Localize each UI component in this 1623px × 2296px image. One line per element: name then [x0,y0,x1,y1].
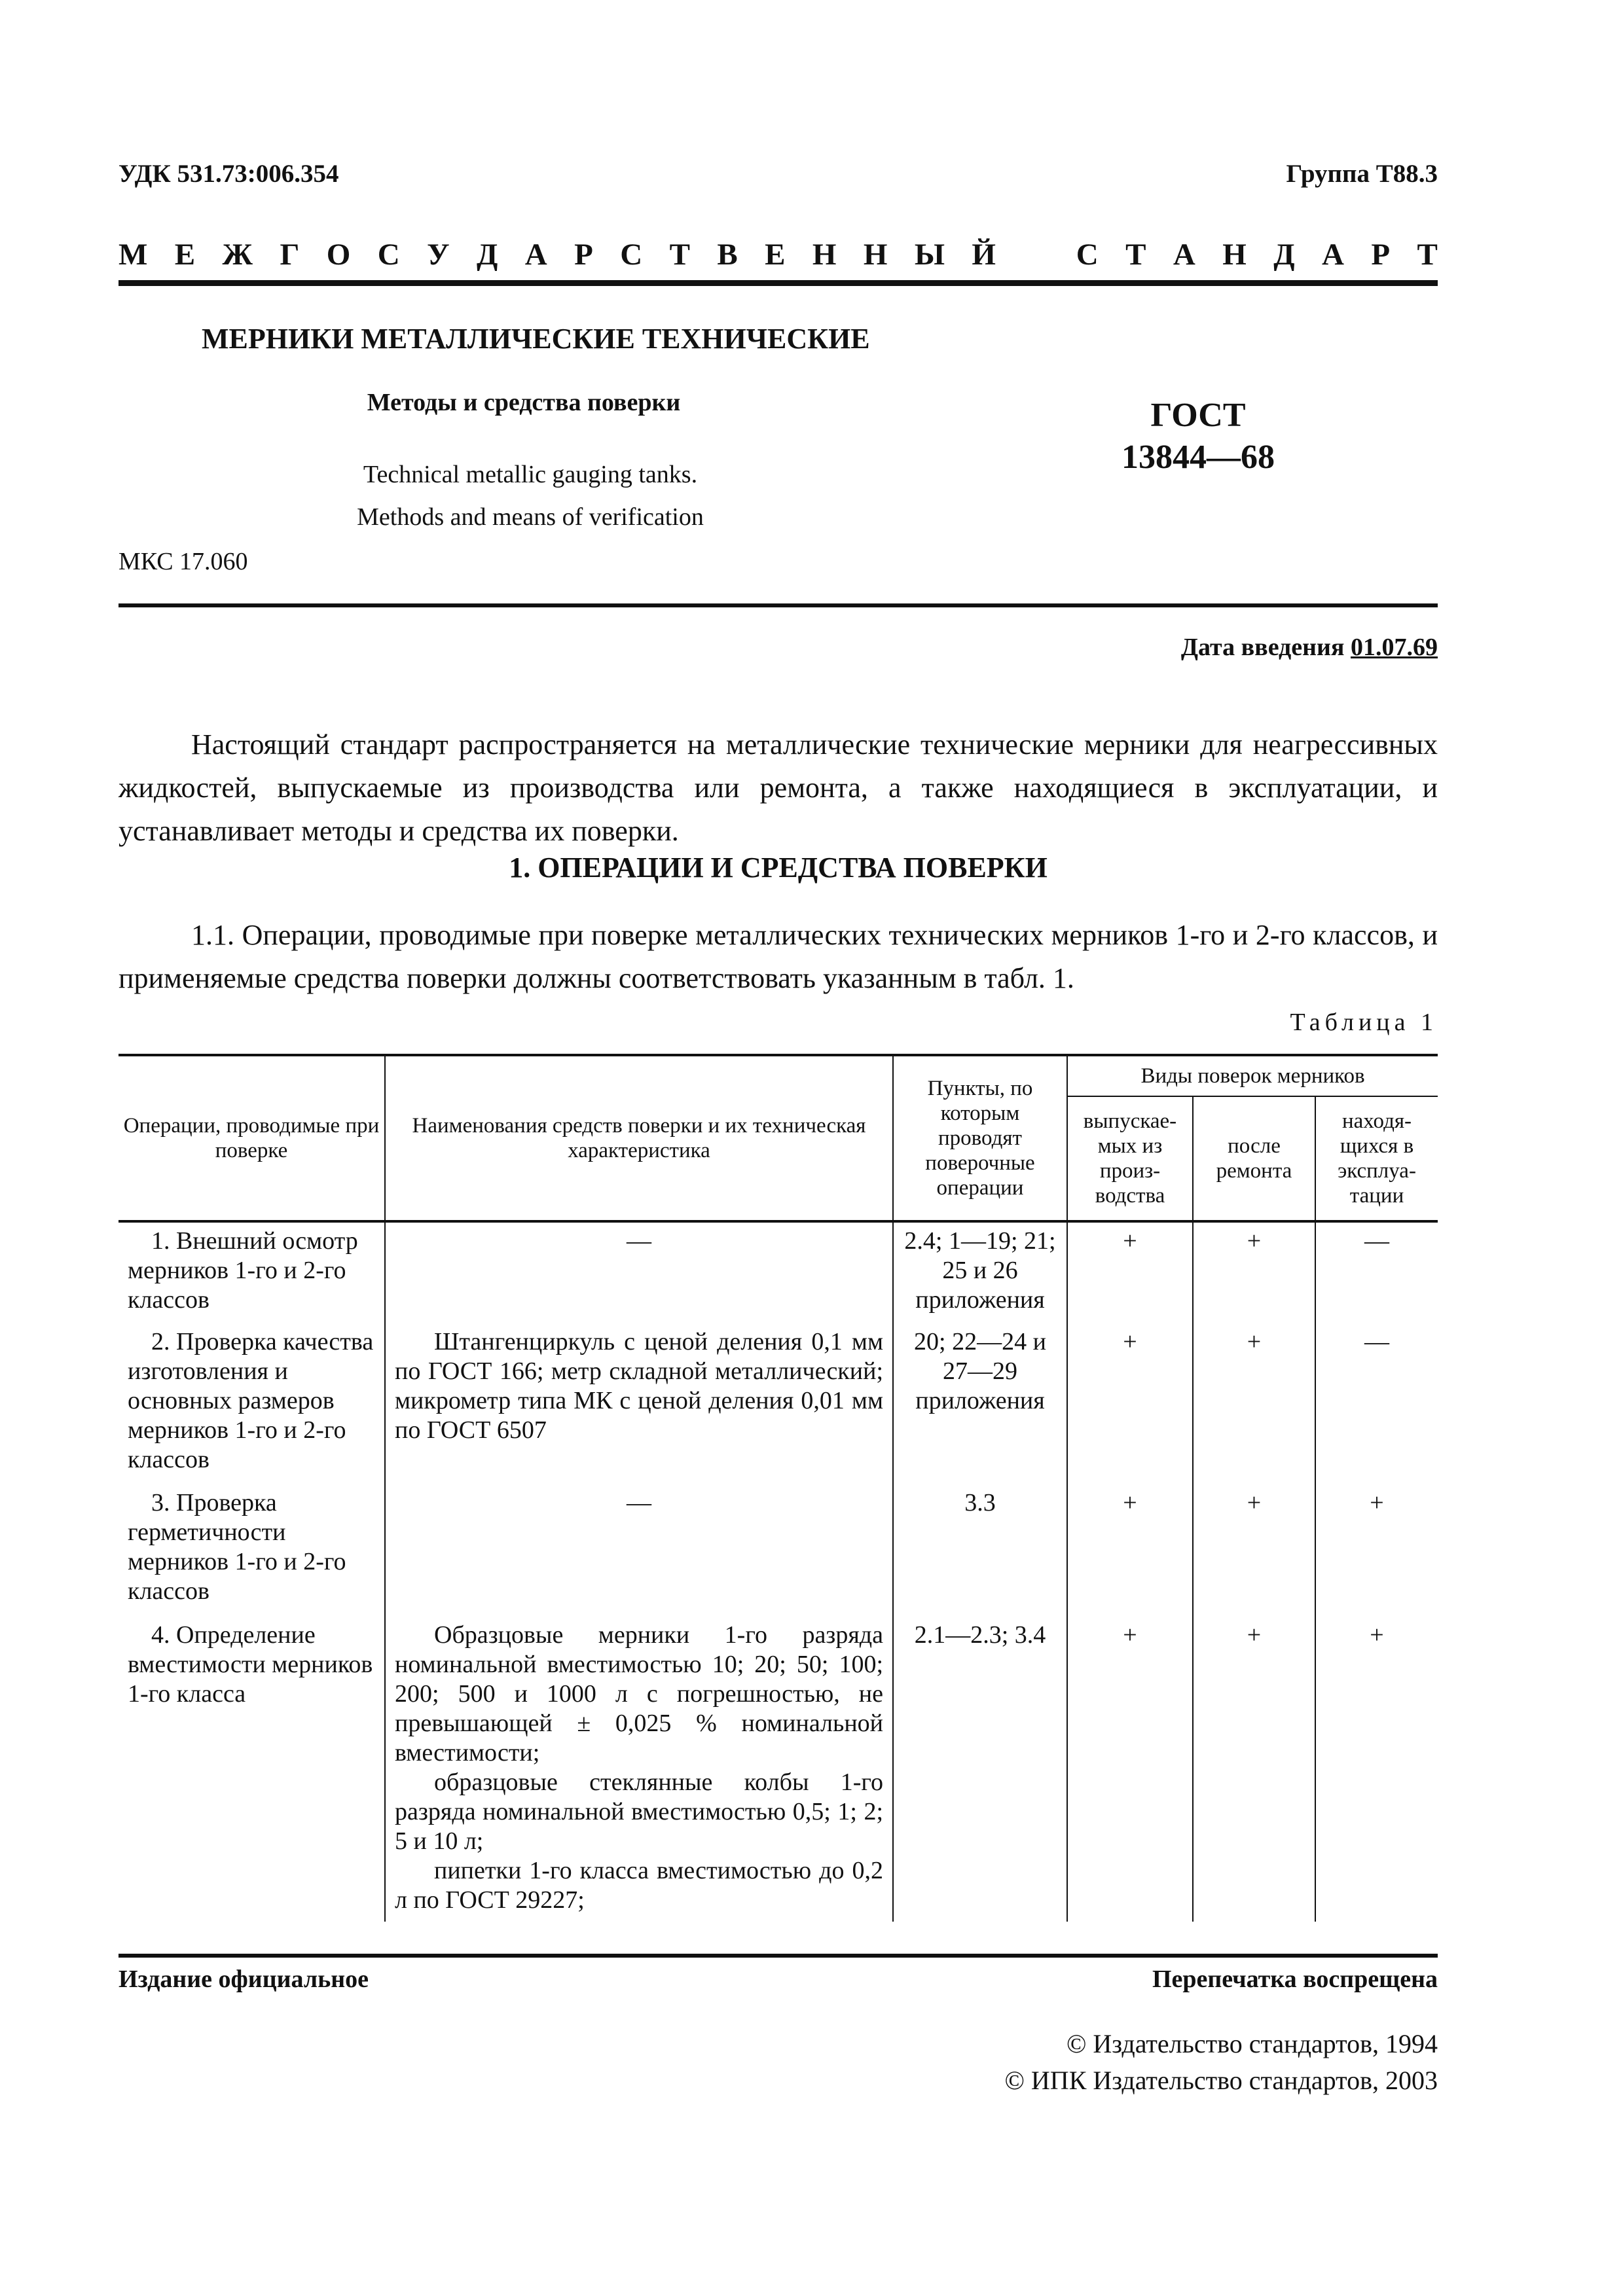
standard-banner [119,237,1438,272]
header-rule [119,603,1438,607]
banner-letter: В [717,238,738,272]
row-clauses: 3.3 [893,1484,1067,1617]
banner-letter: Н [1222,238,1247,272]
table-row [119,1484,1438,1617]
row-operation: 3. Проверка герметичности мерников 1-го и 2-го классов [119,1484,385,1617]
banner-letter: Р [1371,238,1391,272]
row-mark-service: + [1315,1484,1438,1617]
row-tools [385,1617,893,1922]
intro-paragraph: Настоящий стандарт распространяется на металлические технические мерники для неагрессивных жидкостей, выпускаемые из производства или ремонта, а также находящиеся в эксплуатации, и устанавливает методы и средства их поверки. [119,728,1438,847]
banner-letter: Е [174,238,196,272]
effective-date [1181,633,1438,662]
header-tools: Наименования средств поверки и их техническая характеристика [385,1055,893,1221]
banner-rule [119,280,1438,286]
footer-rule [119,1954,1438,1958]
tool-item: образцовые стеклянные колбы 1-го разряда номинальной вместимостью 0,5; 1; 2; 5 и 10 л; [395,1768,883,1855]
row-operation: 2. Проверка качества изготовления и основных размеров мерников 1-го и 2-го классов [119,1323,385,1484]
banner-letter: Н [863,238,888,272]
header-kind-new: выпускае-мых из произ-водства [1067,1096,1193,1221]
table-row [119,1617,1438,1922]
copyright-line: © Издательство стандартов, 1994 [1066,2029,1438,2058]
gost-number: 13844—68 [1122,439,1275,476]
banner-letter: О [326,238,351,272]
banner-letter: Ж [222,238,253,272]
banner-letter: Р [574,238,593,272]
banner-letter: А [1321,238,1344,272]
row-operation: 4. Определение вместимости мерников 1-го класса [119,1617,385,1922]
clause-1-1: 1.1. Операции, проводимые при поверке металлических технических мерников 1-го и 2-го классов, и применяемые средства поверки должны соответствовать указанным в табл. 1. [119,919,1438,994]
row-mark-new: + [1067,1484,1193,1617]
section-heading: 1. ОПЕРАЦИИ И СРЕДСТВА ПОВЕРКИ [509,852,1048,884]
row-tools: — [385,1484,893,1617]
row-clauses: 2.4; 1—19; 21; 25 и 26 приложения [893,1221,1067,1323]
banner-letter: Ы [914,238,945,272]
tool-item: Образцовые мерники 1-го разряда номинальной вместимостью 10; 20; 50; 100; 200; 500 и 1000 л с погрешностью, не превышающей ± 0,025 % номинальной вместимости; [395,1621,883,1767]
row-mark-repair: + [1193,1221,1315,1323]
row-mark-service: — [1315,1323,1438,1484]
copyright-line: © ИПК Издательство стандартов, 2003 [1004,2066,1438,2095]
banner-letter: А [524,238,547,272]
banner-letter: Н [812,238,837,272]
gost-label: ГОСТ [1150,397,1246,434]
group-code: Группа Т88.3 [1286,160,1438,188]
mks-code: МКС 17.060 [119,548,248,575]
banner-letter: С [377,238,400,272]
row-operation: 1. Внешний осмотр мерников 1-го и 2-го классов [119,1221,385,1323]
banner-letter: Т [1125,238,1146,272]
row-clauses: 20; 22—24 и 27—29 приложения [893,1323,1067,1484]
row-mark-repair: + [1193,1323,1315,1484]
banner-letter: Й [972,238,996,272]
verification-table [119,1054,1438,1922]
row-mark-new: + [1067,1617,1193,1922]
row-tools: — [385,1221,893,1323]
banner-letter: С [620,238,643,272]
row-tools: Штангенциркуль с ценой деления 0,1 мм по ГОСТ 166; метр складной металлический; микрометр типа МК с ценой деления 0,01 мм по ГОСТ 6507 [385,1323,893,1484]
table-row [119,1323,1438,1484]
table-caption: Таблица 1 [1290,1009,1438,1036]
banner-letter: Г [280,238,300,272]
banner-letter: Т [669,238,690,272]
row-mark-service: + [1315,1617,1438,1922]
header-kind-repair: после ремонта [1193,1096,1315,1221]
copyright [1005,2026,1438,2099]
english-title-line: Methods and means of verification [357,503,704,531]
banner-letter: Д [476,238,498,272]
document-title: МЕРНИКИ МЕТАЛЛИЧЕСКИЕ ТЕХНИЧЕСКИЕ [202,323,870,355]
official-edition: Издание официальное [119,1965,369,1993]
row-mark-repair: + [1193,1484,1315,1617]
banner-letter: С [1076,238,1099,272]
header-kind-service: находя-щихся в эксплуа-тации [1315,1096,1438,1221]
row-mark-new: + [1067,1221,1193,1323]
banner-letter: А [1173,238,1195,272]
udk-code: УДК 531.73:006.354 [119,160,339,188]
header-clauses: Пункты, по которым проводят поверочные операции [893,1055,1067,1221]
reprint-notice: Перепечатка воспрещена [1152,1965,1438,1993]
row-mark-service: — [1315,1221,1438,1323]
banner-gap [1023,237,1049,272]
banner-letter: Д [1273,238,1295,272]
row-clauses: 2.1—2.3; 3.4 [893,1617,1067,1922]
gost-designation [1067,395,1329,478]
tool-item: пипетки 1-го класса вместимостью до 0,2 л по ГОСТ 29227; [395,1857,883,1914]
document-subtitle: Методы и средства поверки [367,389,681,416]
date-value: 01.07.69 [1351,634,1438,661]
date-label: Дата введения [1180,634,1345,661]
banner-letter: М [119,238,148,272]
english-title-line: Technical metallic gauging tanks. [363,461,698,488]
row-mark-new: + [1067,1323,1193,1484]
table-row [119,1221,1438,1323]
row-mark-repair: + [1193,1617,1315,1922]
banner-letter: У [427,238,450,272]
banner-letter: Е [765,238,786,272]
header-kinds: Виды поверок мерников [1067,1055,1438,1096]
banner-letter: Т [1417,238,1438,272]
header-operations: Операции, проводимые при поверке [119,1055,385,1221]
english-title [295,454,766,539]
